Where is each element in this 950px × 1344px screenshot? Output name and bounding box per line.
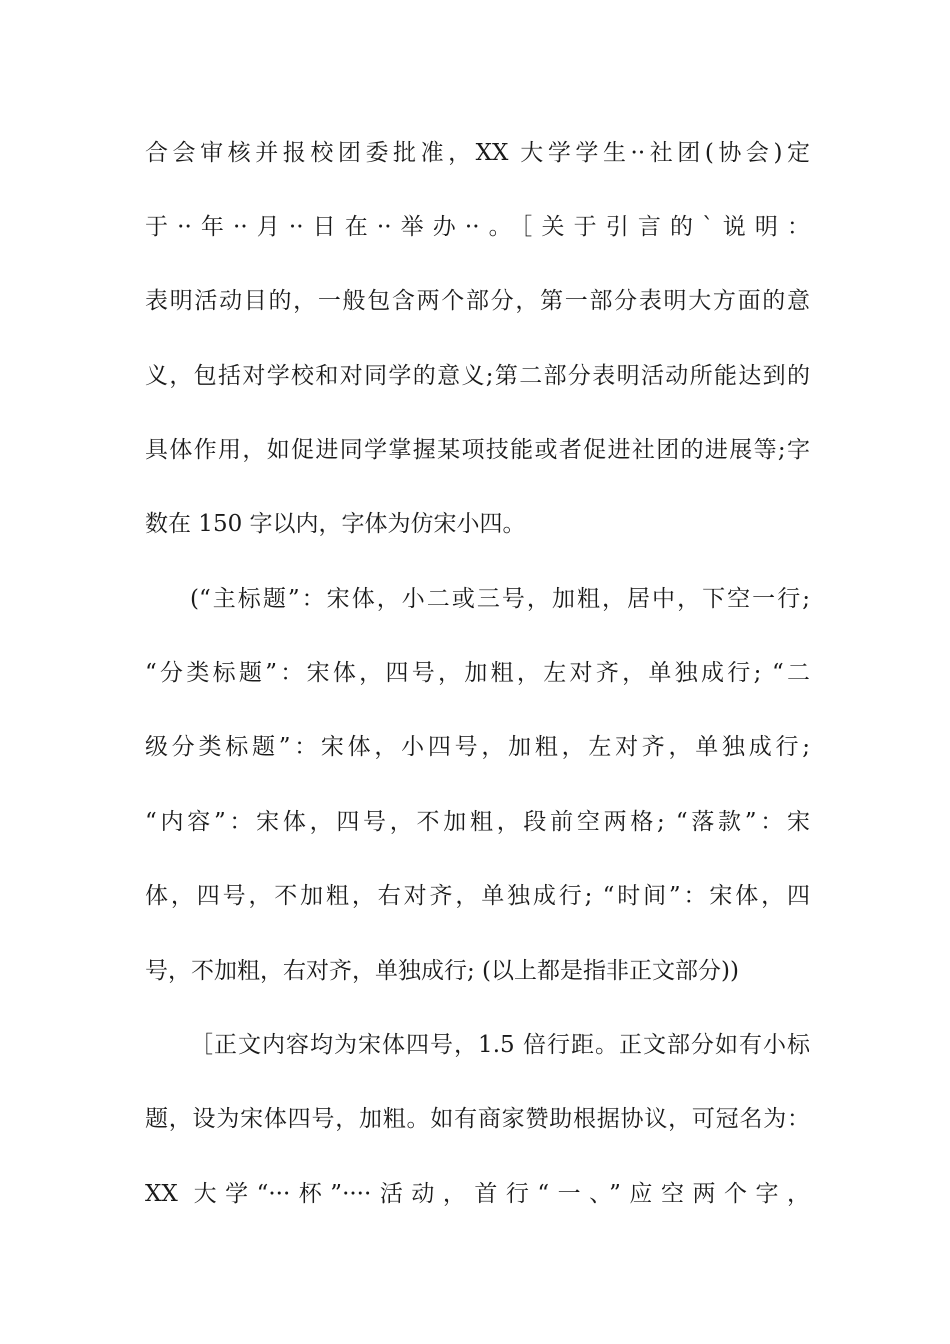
text-line-4: 义，包括对学校和对同学的意义;第二部分表明活动所能达到的 bbox=[145, 363, 810, 389]
text-line-14: 题，设为宋体四号，加粗。如有商家赞助根据协议，可冠名为： bbox=[145, 1106, 810, 1132]
text-line-13: ［正文内容均为宋体四号，1.5 倍行距。正文部分如有小标 bbox=[190, 1032, 810, 1058]
text-line-6: 数在 150 字以内，字体为仿宋小四。 bbox=[145, 511, 526, 537]
text-line-2: 于··年··月··日在··举办··。［关于引言的`说明： bbox=[145, 214, 810, 240]
text-line-10: “内容”：宋体，四号，不加粗，段前空两格; “落款”：宋 bbox=[145, 809, 810, 835]
text-line-1: 合会审核并报校团委批准，XX 大学学生··社团(协会)定 bbox=[145, 140, 810, 166]
text-line-15: XX 大学“···杯”····活动，首行“一、”应空两个字， bbox=[145, 1181, 810, 1207]
text-line-9: 级分类标题”：宋体，小四号，加粗，左对齐，单独成行; bbox=[145, 734, 810, 760]
text-line-3: 表明活动目的，一般包含两个部分，第一部分表明大方面的意 bbox=[145, 288, 810, 314]
text-line-11: 体，四号，不加粗，右对齐，单独成行; “时间”：宋体，四 bbox=[145, 883, 810, 909]
text-line-5: 具体作用，如促进同学掌握某项技能或者促进社团的进展等;字 bbox=[145, 437, 810, 463]
text-line-7: (“主标题”：宋体，小二或三号，加粗，居中，下空一行; bbox=[190, 586, 810, 612]
text-line-8: “分类标题”：宋体，四号，加粗，左对齐，单独成行; “二 bbox=[145, 660, 810, 686]
text-line-12: 号，不加粗，右对齐，单独成行; (以上都是指非正文部分)) bbox=[145, 958, 739, 984]
